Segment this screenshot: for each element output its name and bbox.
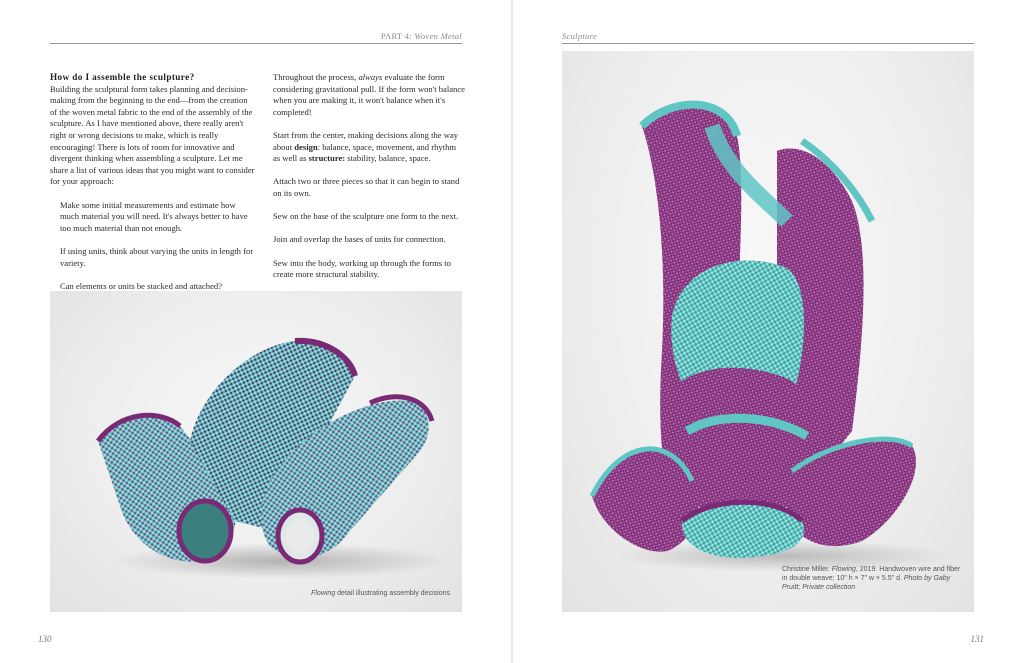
intro-paragraph: Building the sculptural form takes planning and decision-making from the beginning to the end—from the creation of the woven metal fabric to the end of the assembly of the sculpture. As I have mentioned above, there really aren't right or wrong decisions to make, which is really encouraging! There is lots of room for innovative and divergent thinking when assembling a sculpture. Let me share a list of various ideas that you might want to consider for your approach: xyxy=(50,83,255,187)
list-item: Make some initial measurements and estimate how much material you will need. It's always better to have too much material than not enough. xyxy=(60,199,248,233)
list-item: If using units, think about varying the units in length for variety. xyxy=(60,245,254,268)
text-column-1 xyxy=(50,72,255,304)
right-page xyxy=(512,0,1024,663)
paragraph-gravity: Throughout the process, always evaluate the form considering gravitational pull. If the form won't balance when you are making it, it won't balance when it's completed! xyxy=(273,72,465,117)
header-rule-right xyxy=(562,43,974,44)
woven-sculpture-full-illustration xyxy=(562,51,974,612)
header-rule-left xyxy=(50,43,462,44)
page-number-left: 130 xyxy=(38,634,52,644)
paragraph-join: Join and overlap the bases of units for connection. xyxy=(273,234,446,245)
running-head-part: PART 4: xyxy=(380,31,412,41)
section-heading: How do I assemble the sculpture? xyxy=(50,72,195,82)
woven-sculpture-detail-illustration xyxy=(50,291,462,612)
running-head-part-title: Woven Metal xyxy=(414,31,462,41)
paragraph-design: Start from the center, making decisions along the way about design: balance, space, movement, and rhythm as well as structure: stability, balance, space. xyxy=(273,129,459,164)
photo-caption-right: Christine Miller. Flowing, 2019. Handwoven wire and fiber in double weave; 10" h × 7" w × 5.5" d. Photo by Gaby Pruitt; Private collection xyxy=(782,566,961,591)
photo-detail-sculpture xyxy=(50,291,462,612)
list-item: Can elements or units be stacked and attached? xyxy=(60,280,223,291)
paragraph-attach: Attach two or three pieces so that it can begin to stand on its own. xyxy=(273,176,460,198)
photo-full-sculpture xyxy=(562,51,974,612)
page-number-right: 131 xyxy=(970,634,984,644)
photo-caption-left: Flowing detail illustrating assembly decisions xyxy=(311,590,450,597)
running-head-right: Sculpture xyxy=(562,31,597,41)
paragraph-sew-base: Sew on the base of the sculpture one form to the next. xyxy=(273,211,459,222)
paragraph-sew-body: Sew into the body, working up through the forms to create more structural stability. xyxy=(273,257,451,280)
running-head-left xyxy=(381,31,462,41)
text-column-2 xyxy=(273,72,465,292)
